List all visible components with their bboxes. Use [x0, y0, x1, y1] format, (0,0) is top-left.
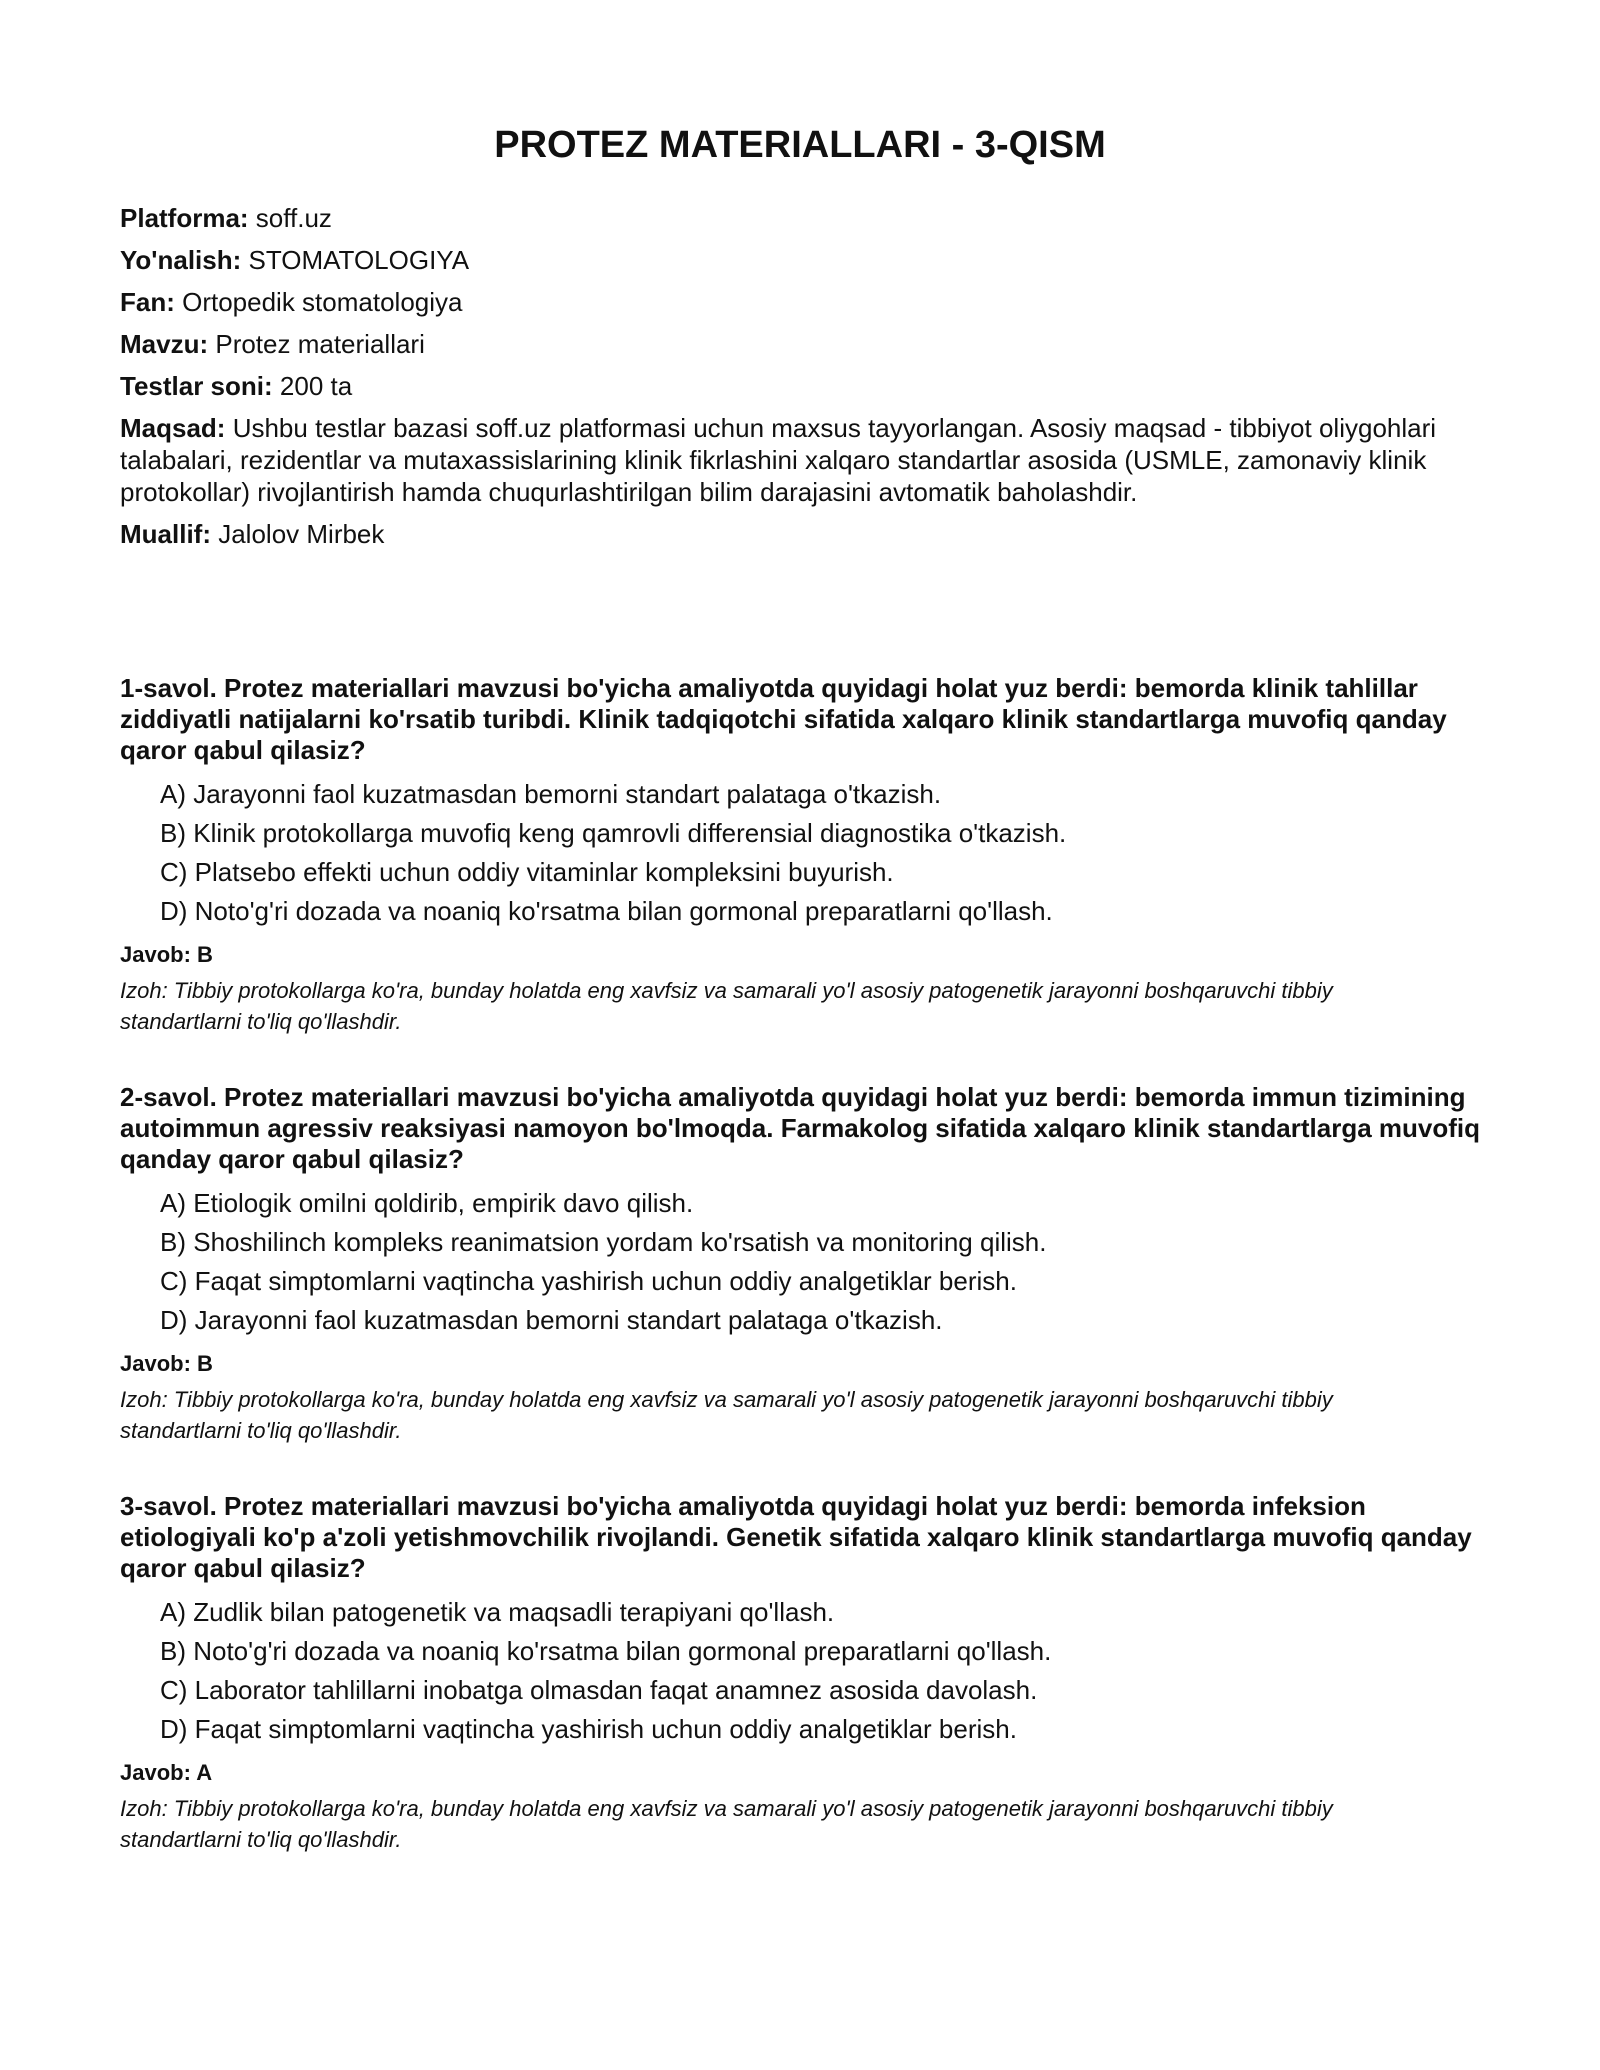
meta-value: STOMATOLOGIYA: [241, 245, 470, 275]
meta-platform: [120, 202, 1480, 234]
meta-direction: [120, 244, 1480, 276]
question-option-b: B) Noto'g'ri dozada va noaniq ko'rsatma bilan gormonal preparatlarni qo'llash.: [160, 1636, 1052, 1666]
meta-key: Platforma:: [120, 203, 249, 233]
meta-section: [120, 202, 1480, 560]
question-option-c: C) Faqat simptomlarni vaqtincha yashirish uchun oddiy analgetiklar berish.: [160, 1266, 1017, 1296]
question-note: Izoh: Tibbiy protokollarga ko'ra, bunday holatda eng xavfsiz va samarali yo'l asosiy patogenetik jarayonni boshqaruvchi tibbiy standartlarni to'liq qo'llashdir.: [120, 1796, 1333, 1852]
meta-value: Ushbu testlar bazasi soff.uz platformasi uchun maxsus tayyorlangan. Asosiy maqsad - tibbiyot oliygohlari talabalari, rezidentlar va mutaxassislarining klinik fikrlashini xalqaro standartlar asosida (USMLE, zamonaviy klinik protokollar) rivojlantirish hamda chuqurlashtirilgan bilim darajasini avtomatik baholashdir.: [120, 413, 1437, 507]
question-option-c: C) Laborator tahlillarni inobatga olmasdan faqat anamnez asosida davolash.: [160, 1675, 1038, 1705]
question-note: Izoh: Tibbiy protokollarga ko'ra, bunday holatda eng xavfsiz va samarali yo'l asosiy patogenetik jarayonni boshqaruvchi tibbiy standartlarni to'liq qo'llashdir.: [120, 1387, 1333, 1443]
page-title: PROTEZ MATERIALLARI - 3-QISM: [494, 124, 1106, 166]
question-title: 1-savol. Protez materiallari mavzusi bo'yicha amaliyotda quyidagi holat yuz berdi: bemorda klinik tahlillar ziddiyatli natijalarni ko'rsatib turibdi. Klinik tadqiqotchi sifatida xalqaro klinik standartlarga muvofiq qanday qaror qabul qilasiz?: [120, 673, 1447, 765]
meta-key: Maqsad:: [120, 413, 226, 443]
question-option-d: D) Noto'g'ri dozada va noaniq ko'rsatma bilan gormonal preparatlarni qo'llash.: [160, 896, 1053, 926]
meta-key: Yo'nalish:: [120, 245, 242, 275]
question-answer: Javob: A: [120, 1760, 213, 1785]
question-title: 3-savol. Protez materiallari mavzusi bo'yicha amaliyotda quyidagi holat yuz berdi: bemorda infeksion etiologiyali ko'p a'zoli yetishmovchilik rivojlandi. Genetik sifatida xalqaro klinik standartlarga muvofiq qanday qaror qabul qilasiz?: [120, 1491, 1472, 1583]
meta-value: 200 ta: [272, 371, 353, 401]
meta-subject: [120, 286, 1480, 318]
meta-author: [120, 518, 1480, 550]
meta-key: Testlar soni:: [120, 371, 273, 401]
question-option-b: B) Shoshilinch kompleks reanimatsion yordam ko'rsatish va monitoring qilish.: [160, 1227, 1047, 1257]
question-list: [120, 673, 1480, 1900]
meta-value: Jalolov Mirbek: [211, 519, 385, 549]
question-title: 2-savol. Protez materiallari mavzusi bo'yicha amaliyotda quyidagi holat yuz berdi: bemorda immun tizimining autoimmun agressiv reaksiyasi namoyon bo'lmoqda. Farmakolog sifatida xalqaro klinik standartlarga muvofiq qanday qaror qabul qilasiz?: [120, 1082, 1481, 1174]
meta-key: Fan:: [120, 287, 175, 317]
question-3: [120, 1491, 1480, 1900]
question-answer: Javob: B: [120, 1351, 213, 1376]
question-option-b: B) Klinik protokollarga muvofiq keng qamrovli differensial diagnostika o'tkazish.: [160, 818, 1067, 848]
question-1: [120, 673, 1480, 1082]
meta-value: Protez materiallari: [208, 329, 425, 359]
question-option-d: D) Jarayonni faol kuzatmasdan bemorni standart palataga o'tkazish.: [160, 1305, 943, 1335]
meta-value: Ortopedik stomatologiya: [174, 287, 463, 317]
question-note: Izoh: Tibbiy protokollarga ko'ra, bunday holatda eng xavfsiz va samarali yo'l asosiy patogenetik jarayonni boshqaruvchi tibbiy standartlarni to'liq qo'llashdir.: [120, 978, 1333, 1034]
question-option-d: D) Faqat simptomlarni vaqtincha yashirish uchun oddiy analgetiklar berish.: [160, 1714, 1017, 1744]
meta-test-count: [120, 370, 1480, 402]
meta-key: Mavzu:: [120, 329, 209, 359]
meta-key: Muallif:: [120, 519, 211, 549]
question-2: [120, 1082, 1480, 1491]
meta-topic: [120, 328, 1480, 360]
meta-purpose: [120, 412, 1480, 508]
question-option-a: A) Jarayonni faol kuzatmasdan bemorni standart palataga o'tkazish.: [160, 779, 942, 809]
meta-value: soff.uz: [248, 203, 332, 233]
question-answer: Javob: B: [120, 942, 213, 967]
question-option-a: A) Etiologik omilni qoldirib, empirik davo qilish.: [160, 1188, 694, 1218]
question-option-c: C) Platsebo effekti uchun oddiy vitaminlar kompleksini buyurish.: [160, 857, 894, 887]
question-option-a: A) Zudlik bilan patogenetik va maqsadli terapiyani qo'llash.: [160, 1597, 835, 1627]
